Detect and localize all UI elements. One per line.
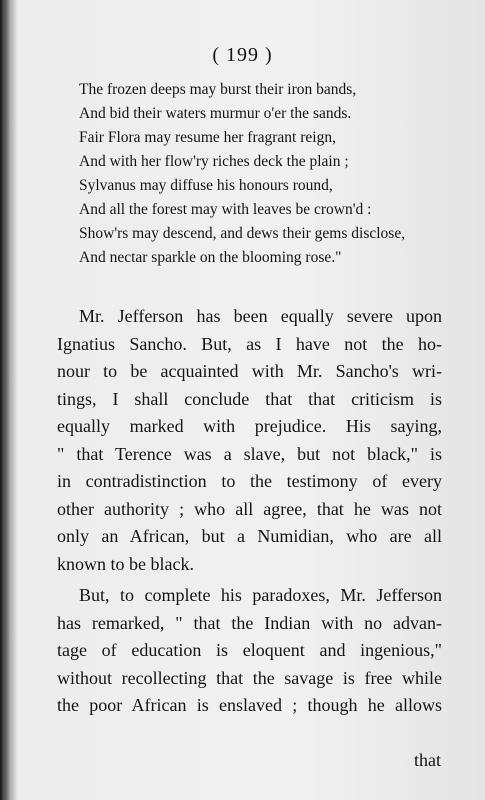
text-line: other authority ; who all agree, that he was not (57, 498, 442, 519)
text-line: in contradistinction to the testimony of every (57, 471, 442, 491)
poem-verse (79, 78, 439, 270)
text-line: But, to complete his paradoxes, Mr. Jefferson (79, 585, 442, 605)
catchword: that (414, 750, 441, 770)
verse-line: And bid their waters murmur o'er the sands. (79, 105, 352, 122)
text-line: " that Terence was a slave, but not black," is (57, 443, 442, 464)
text-line: has remarked, " that the Indian with no advan- (57, 612, 442, 633)
page-gutter-shadow (0, 0, 10, 800)
text-line: Mr. Jefferson has been equally severe upon (79, 306, 442, 326)
verse-line: Fair Flora may resume her fragrant reign, (79, 129, 336, 146)
verse-line: Show'rs may descend, and dews their gems disclose, (79, 225, 406, 242)
text-line: nour to be acquainted with Mr. Sancho's wri- (57, 361, 442, 381)
verse-line: And all the forest may with leaves be crown'd : (79, 201, 372, 218)
paragraph-paradoxes (57, 582, 442, 720)
verse-line: And nectar sparkle on the blooming rose." (79, 249, 342, 266)
verse-line: And with her flow'ry riches deck the plain ; (79, 153, 349, 170)
verse-line: The frozen deeps may burst their iron bands, (79, 81, 357, 98)
text-line: Ignatius Sancho. But, as I have not the ho- (57, 333, 442, 354)
text-line: the poor African is enslaved ; though he allows (57, 695, 442, 715)
text-line: tage of education is eloquent and ingenious," (57, 640, 442, 660)
verse-line: Sylvanus may diffuse his honours round, (79, 177, 333, 194)
text-line: only an African, but a Numidian, who are all (57, 526, 442, 546)
text-line: tings, I shall conclude that that criticism is (57, 388, 442, 409)
text-line: without recollecting that the savage is free while (57, 667, 442, 688)
page-number: ( 199 ) (212, 44, 273, 66)
text-line: equally marked with prejudice. His saying, (57, 416, 442, 436)
paragraph-jefferson-sancho (57, 303, 442, 578)
text-line: known to be black. (57, 553, 194, 574)
